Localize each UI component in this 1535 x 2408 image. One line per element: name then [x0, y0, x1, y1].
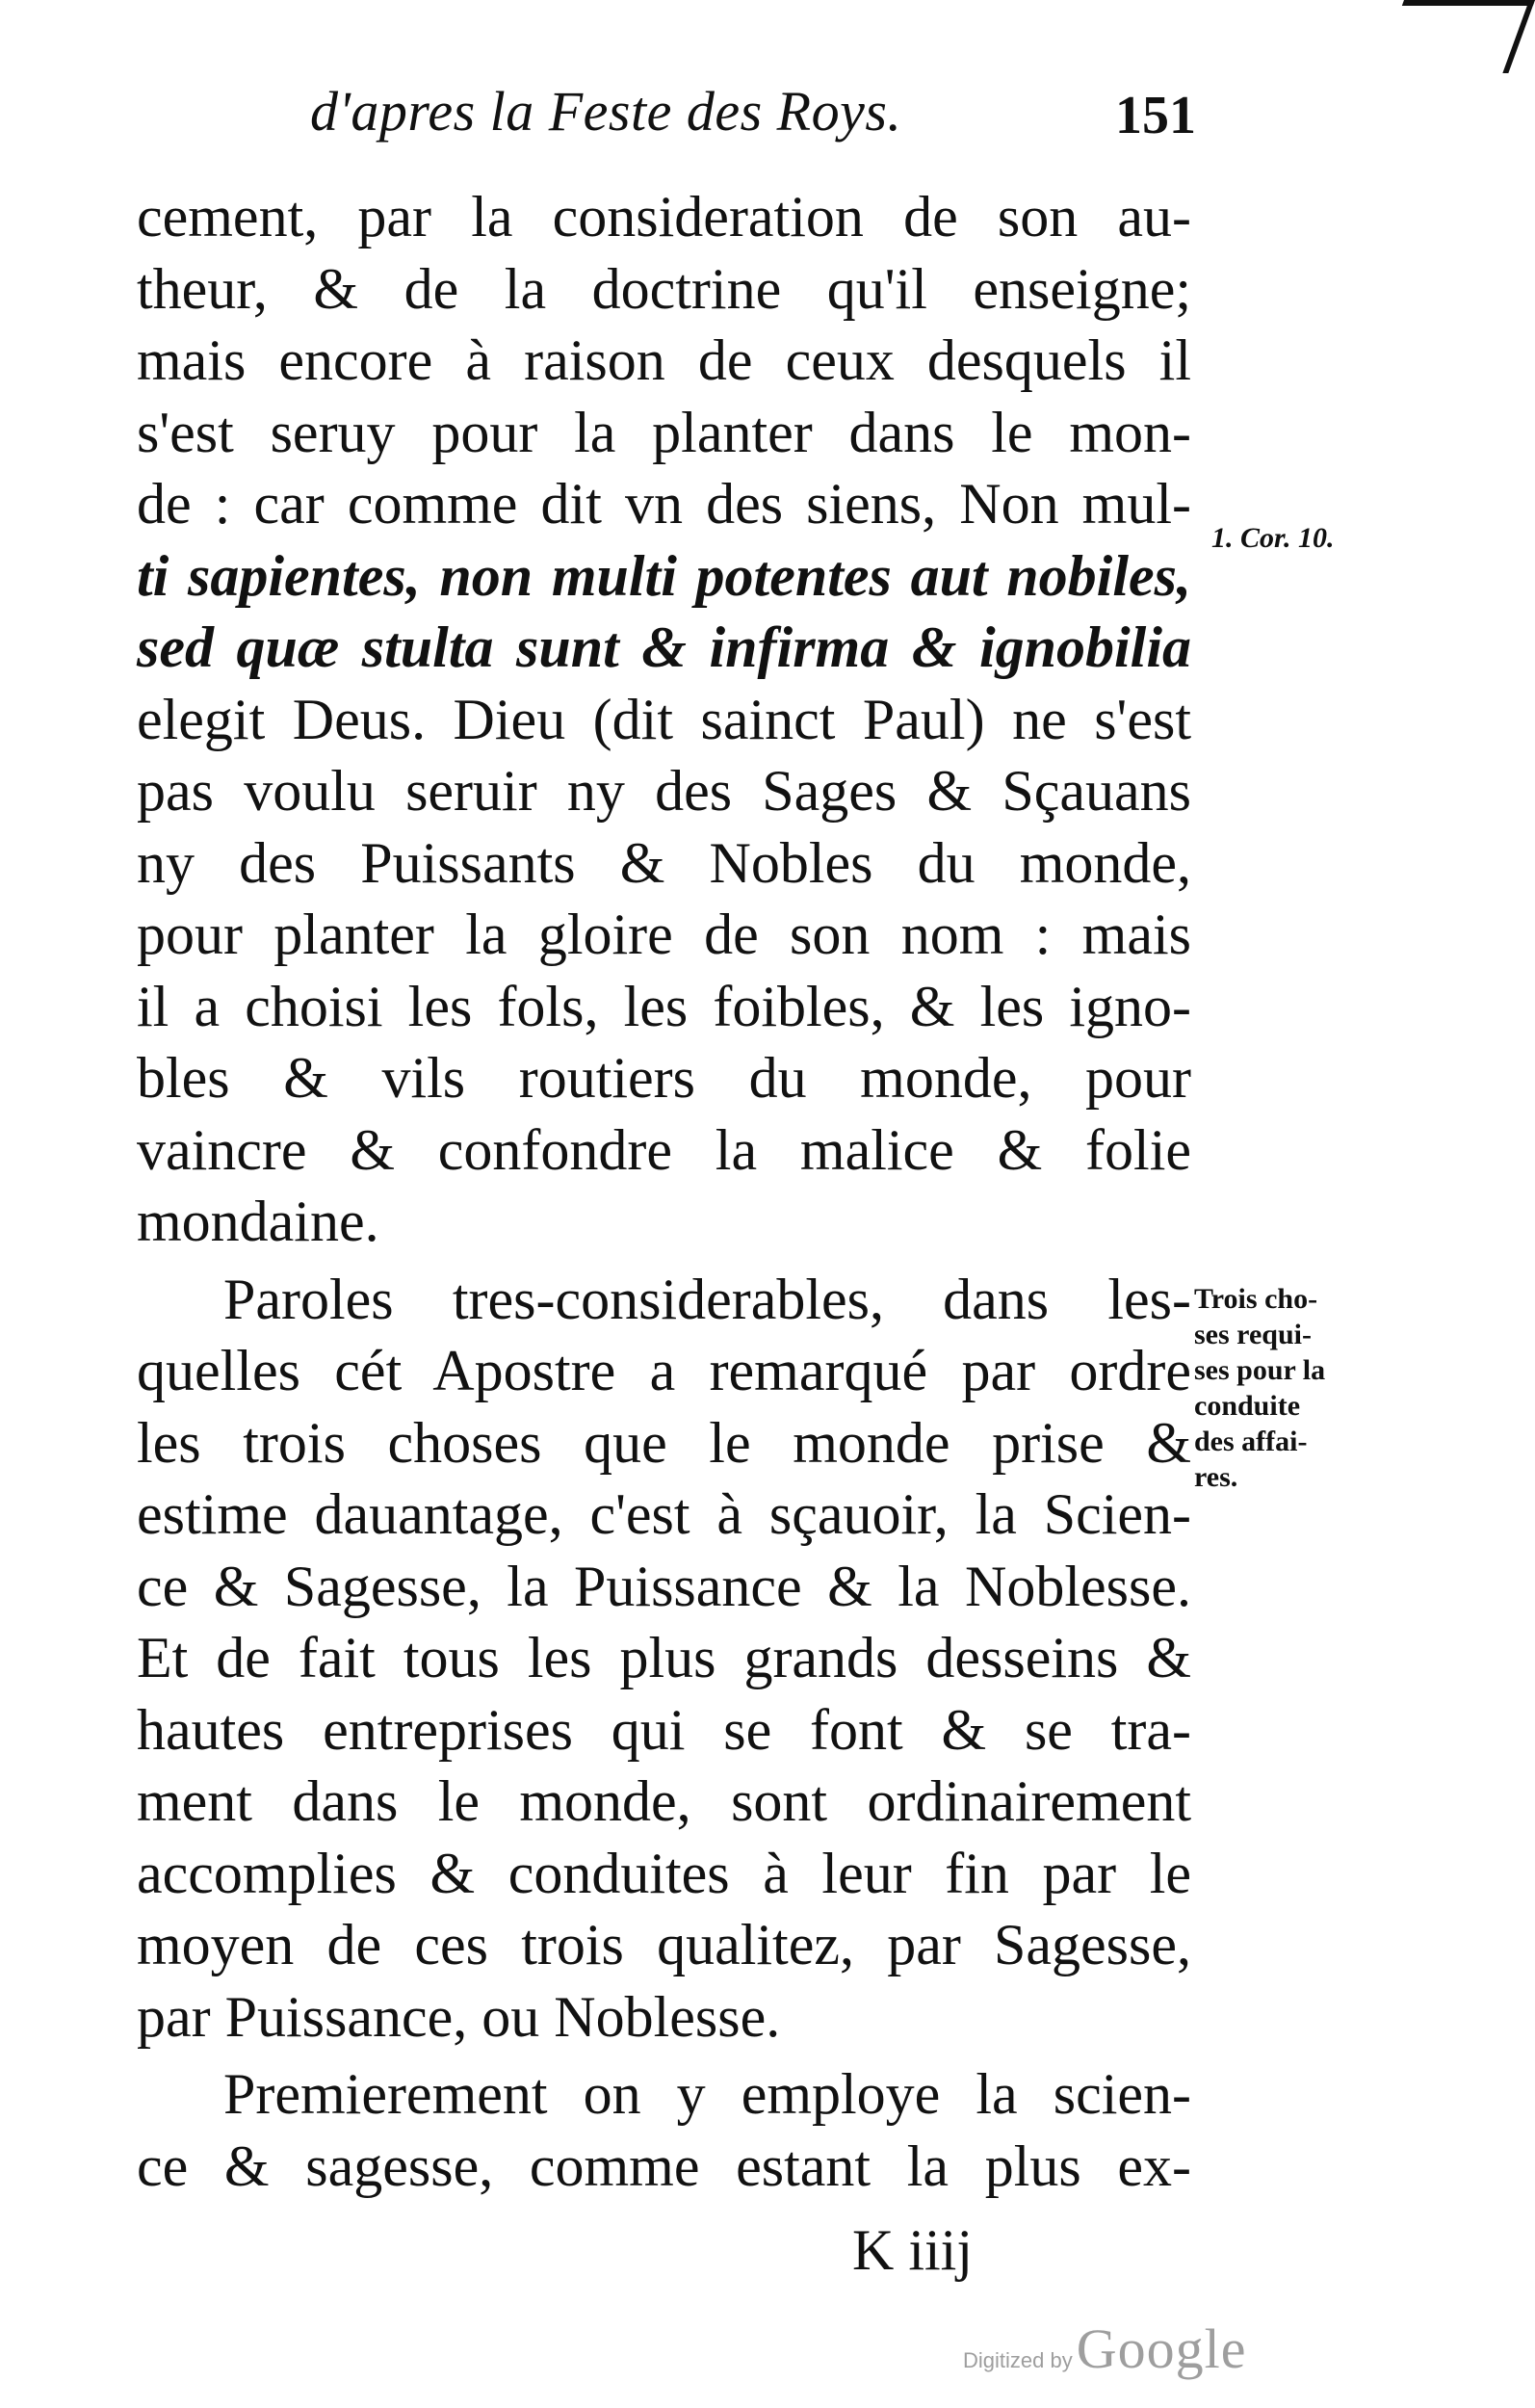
text-line: bles & vils routiers du monde, pour	[137, 1046, 1191, 1110]
text-line: pour planter la gloire de son nom : mais	[137, 903, 1191, 966]
text-line: mais encore à raison de ceux desquels il	[137, 328, 1191, 392]
text-line: accomplies & conduites à leur fin par le	[137, 1841, 1191, 1905]
digitized-watermark	[963, 2316, 1246, 2381]
paragraph-start-line: Paroles tres-considerables, dans les-	[223, 1267, 1191, 1331]
text-line: elegit Deus. Dieu (dit sainct Paul) ne s'est	[137, 687, 1191, 751]
text-line: s'est seruy pour la planter dans le mon-	[137, 400, 1191, 464]
text-line: les trois choses que le monde prise &	[137, 1410, 1191, 1475]
page-number: 151	[1115, 86, 1196, 145]
margin-note-line: des affai-	[1194, 1426, 1308, 1457]
latin-quote-line: sed quæ stulta sunt & infirma & ignobilia	[137, 615, 1191, 679]
text-line: pas voulu seruir ny des Sages & Sçauans	[137, 759, 1191, 823]
margin-note-citation: 1. Cor. 10.	[1211, 522, 1335, 554]
text-line: mondaine.	[137, 1190, 379, 1253]
text-line: il a choisi les fols, les foibles, & les igno-	[137, 974, 1191, 1038]
text-line: estime dauantage, c'est à sçauoir, la Scien-	[137, 1482, 1191, 1546]
text-line: de : car comme dit vn des siens, Non mul-	[137, 472, 1191, 536]
running-head: d'apres la Feste des Roys.	[310, 80, 902, 143]
margin-note-line: res.	[1194, 1461, 1238, 1493]
text-line: cement, par la consideration de son au-	[137, 185, 1191, 249]
text-line: vaincre & confondre la malice & folie	[137, 1117, 1191, 1182]
latin-quote-line: ti sapientes, non multi potentes aut nobiles,	[137, 543, 1191, 608]
margin-note-line: conduite	[1194, 1390, 1301, 1422]
text-line: moyen de ces trois qualitez, par Sagesse,	[137, 1913, 1191, 1976]
watermark-prefix: Digitized by	[963, 2348, 1073, 2372]
signature-mark: K iiij	[852, 2218, 974, 2282]
margin-note-line: ses pour la	[1194, 1354, 1326, 1386]
text-line: ce & sagesse, comme estant la plus ex-	[137, 2133, 1191, 2198]
text-line: ment dans le monde, sont ordinairement	[137, 1769, 1191, 1833]
body-text	[137, 181, 1191, 2202]
text-line: theur, & de la doctrine qu'il enseigne;	[137, 256, 1191, 321]
text-line: quelles cét Apostre a remarqué par ordre	[137, 1339, 1191, 1402]
text-line: ce & Sagesse, la Puissance & la Noblesse.	[137, 1554, 1191, 1618]
margin-note-line: ses requi-	[1194, 1319, 1312, 1350]
text-line: ny des Puissants & Nobles du monde,	[137, 830, 1191, 895]
margin-note-line: Trois cho-	[1194, 1283, 1318, 1315]
paragraph-start-line: Premierement on y employe la scien-	[223, 2062, 1191, 2126]
corner-ink-mark	[1377, 0, 1535, 73]
text-line: hautes entreprises qui se font & se tra-	[137, 1697, 1191, 1762]
text-line: par Puissance, ou Noblesse.	[137, 1984, 781, 2049]
page-header	[252, 79, 1196, 166]
watermark-logo: Google	[1076, 2317, 1247, 2380]
margin-note-trois-choses	[1194, 1281, 1325, 1495]
text-line: Et de fait tous les plus grands desseins &	[137, 1626, 1191, 1689]
